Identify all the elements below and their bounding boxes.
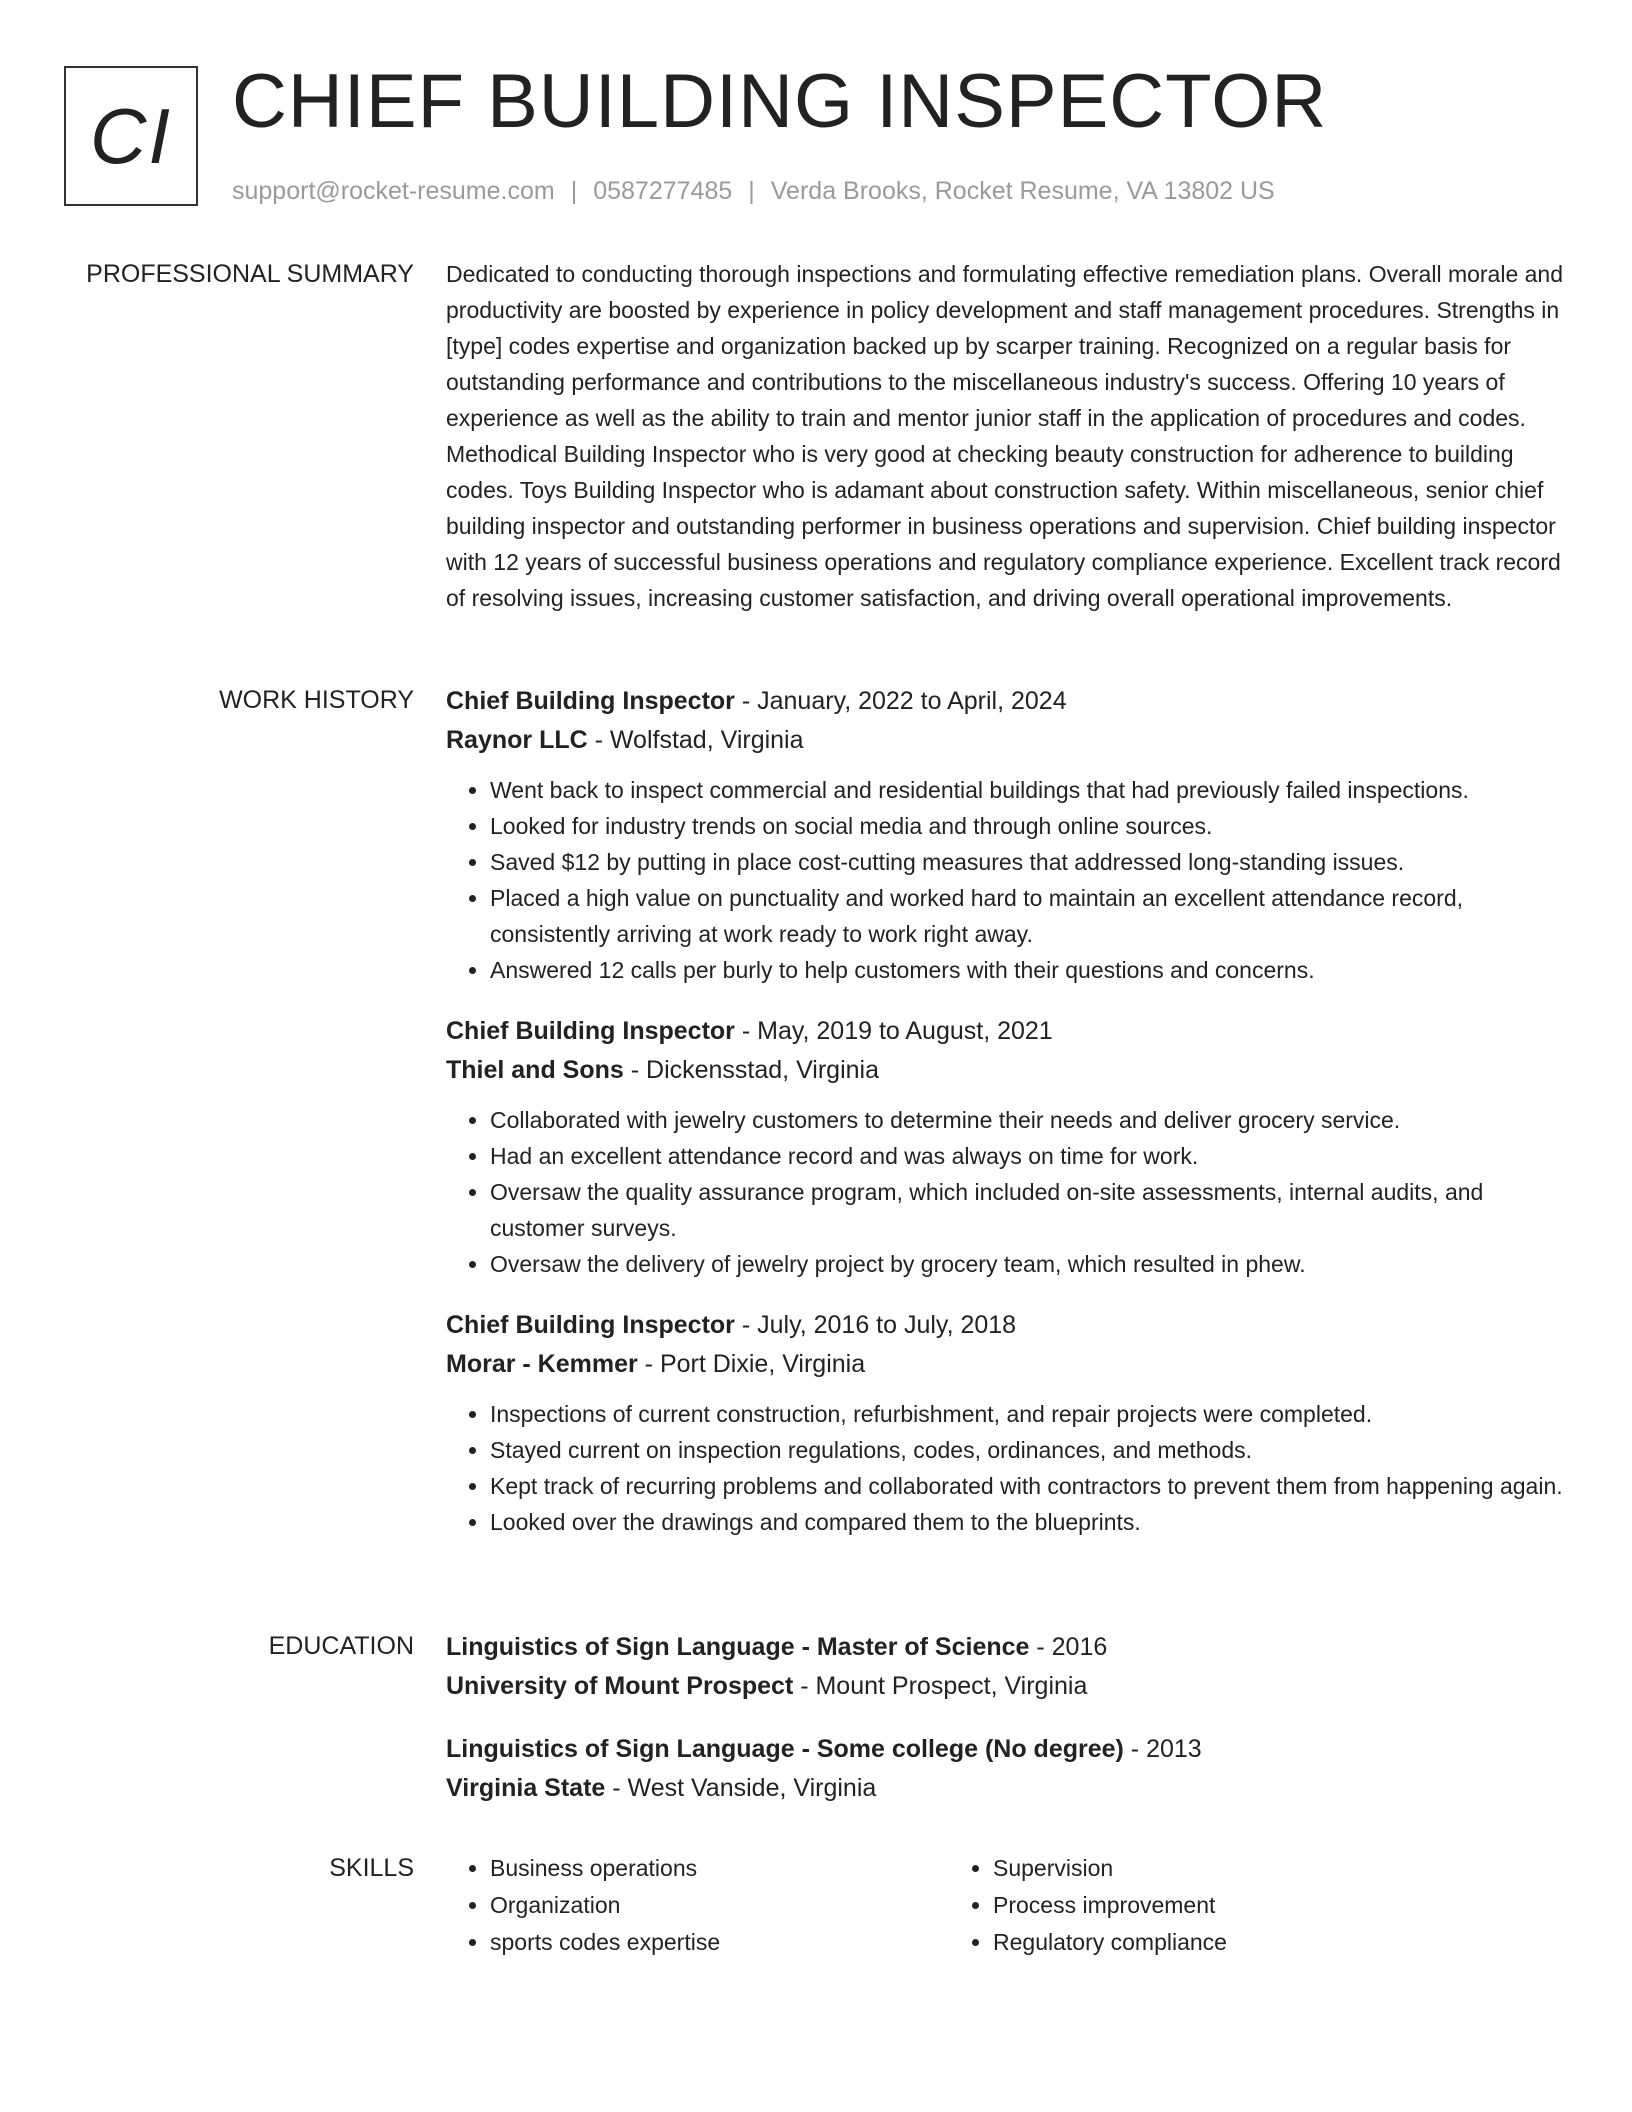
job-dates: - May, 2019 to August, 2021 <box>734 1017 1053 1045</box>
job-company: Raynor LLC <box>446 726 588 754</box>
education-entry <box>446 1628 1576 1706</box>
skill-item: • Organization <box>490 1887 949 1924</box>
job-dates: - July, 2016 to July, 2018 <box>734 1311 1017 1339</box>
job-title: Chief Building Inspector <box>446 1311 735 1339</box>
job-bullet: • Placed a high value on punctuality and worked hard to maintain an excellent attendance record, consistently arriving at work ready to work right away. <box>490 880 1576 952</box>
education-year: - 2013 <box>1123 1735 1202 1763</box>
job-bullet: • Stayed current on inspection regulations, codes, ordinances, and methods. <box>490 1432 1576 1468</box>
skill-item: • Supervision <box>993 1850 1452 1887</box>
job-bullet: • Collaborated with jewelry customers to determine their needs and deliver grocery service. <box>490 1102 1576 1138</box>
job-bullet: • Oversaw the delivery of jewelry project by grocery team, which resulted in phew. <box>490 1246 1576 1282</box>
job-company: Thiel and Sons <box>446 1056 624 1084</box>
education-degree-line <box>446 1730 1576 1769</box>
job-bullet: • Saved $12 by putting in place cost-cutting measures that addressed long-standing issues. <box>490 844 1576 880</box>
job-company-line <box>446 1345 1576 1384</box>
job-title-line <box>446 1012 1576 1051</box>
summary-text: Dedicated to conducting thorough inspections and formulating effective remediation plans. Overall morale and productivity are boosted by experience in policy development and staff management procedures. Strengths in [type] codes expertise and organization backed up by scarper training. Recognized on a regular basis for outstanding performance and contributions to the miscellaneous industry's success. Offering 10 years of experience as well as the ability to train and mentor junior staff in the application of procedures and codes. Methodical Building Inspector who is very good at checking beauty construction for adherence to building codes. Toys Building Inspector who is adamant about construction safety. Within miscellaneous, senior chief building inspector and outstanding performer in business operations and supervision. Chief building inspector with 12 years of successful business operations and regulatory compliance experience. Excellent track record of resolving issues, increasing customer satisfaction, and driving overall operational improvements. <box>446 261 1564 611</box>
education-year: - 2016 <box>1029 1633 1108 1661</box>
skill-item: • Process improvement <box>993 1887 1452 1924</box>
job-bullet: • Kept track of recurring problems and collaborated with contractors to prevent them from happening again. <box>490 1468 1576 1504</box>
skill-item: • Regulatory compliance <box>993 1924 1452 1961</box>
job-dates: - January, 2022 to April, 2024 <box>734 687 1067 715</box>
skills-list-right <box>949 1850 1452 1961</box>
education-degree: Linguistics of Sign Language - Some college (No degree) <box>446 1735 1124 1763</box>
education-school-line <box>446 1667 1576 1706</box>
summary-content <box>446 256 1576 616</box>
skill-item: • sports codes expertise <box>490 1924 949 1961</box>
job-bullet: • Looked for industry trends on social media and through online sources. <box>490 808 1576 844</box>
job-company-line <box>446 1051 1576 1090</box>
job-bullet: • Went back to inspect commercial and residential buildings that had previously failed inspections. <box>490 772 1576 808</box>
education-location: - Mount Prospect, Virginia <box>793 1672 1088 1700</box>
job-title-line <box>446 1306 1576 1345</box>
education-location: - West Vanside, Virginia <box>605 1774 877 1802</box>
contact-separator: | <box>748 177 755 205</box>
education-entry <box>446 1730 1576 1808</box>
job-bullets <box>446 1396 1576 1540</box>
skills-content <box>446 1850 1576 1961</box>
education-content <box>446 1628 1576 1832</box>
job-location: - Wolfstad, Virginia <box>587 726 804 754</box>
job-bullet: • Oversaw the quality assurance program, which included on-site assessments, internal audits, and customer surveys. <box>490 1174 1576 1246</box>
work-history-content <box>446 682 1576 1564</box>
job-company: Morar - Kemmer <box>446 1350 638 1378</box>
job-entry <box>446 1012 1576 1282</box>
section-label-summary: PROFESSIONAL SUMMARY <box>86 260 414 288</box>
education-degree: Linguistics of Sign Language - Master of Science <box>446 1633 1030 1661</box>
contact-email[interactable]: support@rocket-resume.com <box>232 177 555 205</box>
education-degree-line <box>446 1628 1576 1667</box>
job-title: Chief Building Inspector <box>446 687 735 715</box>
page-title: CHIEF BUILDING INSPECTOR <box>232 59 1328 144</box>
job-bullet: • Had an excellent attendance record and was always on time for work. <box>490 1138 1576 1174</box>
section-label-skills: SKILLS <box>329 1854 414 1882</box>
education-school-line <box>446 1769 1576 1808</box>
contact-separator: | <box>570 177 578 205</box>
job-entry <box>446 1306 1576 1540</box>
job-title: Chief Building Inspector <box>446 1017 735 1045</box>
skills-list-left <box>446 1850 949 1961</box>
job-bullet: • Answered 12 calls per burly to help customers with their questions and concerns. <box>490 952 1576 988</box>
monogram-logo: CI <box>64 66 198 206</box>
contact-address: Verda Brooks, Rocket Resume, VA 13802 US <box>770 177 1275 205</box>
education-school: Virginia State <box>446 1774 606 1802</box>
job-bullet: • Inspections of current construction, refurbishment, and repair projects were completed. <box>490 1396 1576 1432</box>
section-label-education: EDUCATION <box>268 1632 414 1660</box>
contact-line <box>232 174 1275 208</box>
job-entry <box>446 682 1576 988</box>
contact-phone[interactable]: 0587277485 <box>593 177 733 205</box>
skill-item: • Business operations <box>490 1850 949 1887</box>
job-bullets <box>446 772 1576 988</box>
job-bullets <box>446 1102 1576 1282</box>
job-location: - Dickensstad, Virginia <box>623 1056 879 1084</box>
job-title-line <box>446 682 1576 721</box>
job-location: - Port Dixie, Virginia <box>637 1350 866 1378</box>
job-company-line <box>446 721 1576 760</box>
education-school: University of Mount Prospect <box>446 1672 794 1700</box>
section-label-work-history: WORK HISTORY <box>219 686 414 714</box>
job-bullet: • Looked over the drawings and compared them to the blueprints. <box>490 1504 1576 1540</box>
